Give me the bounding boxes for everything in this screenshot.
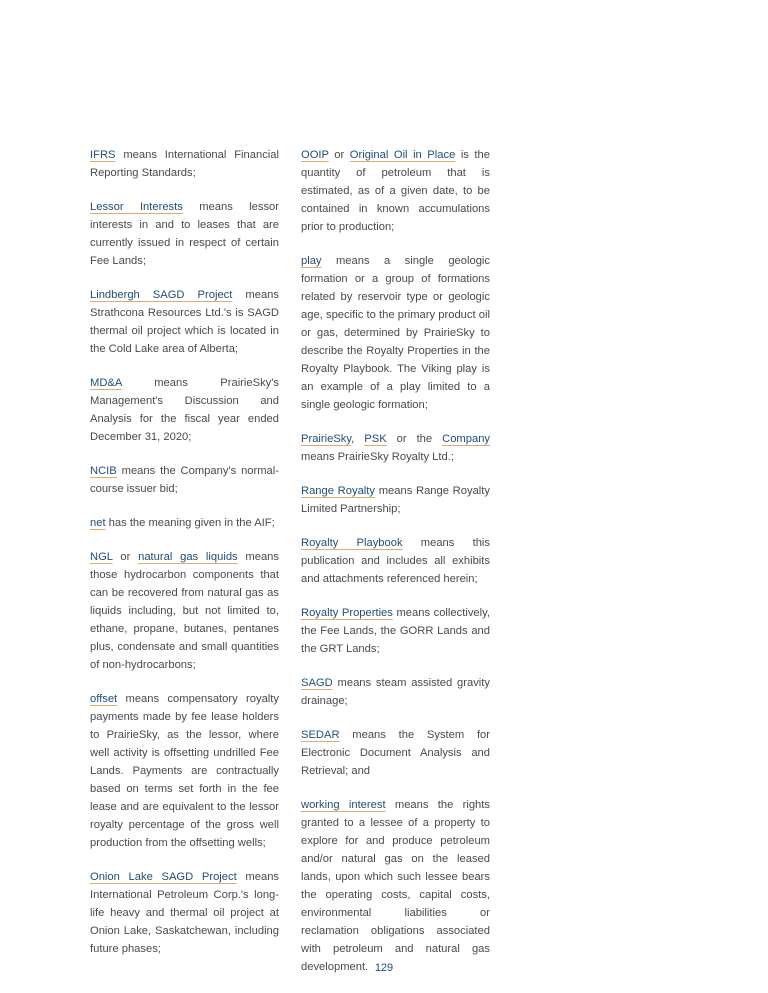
- glossary-definition: or: [112, 551, 139, 563]
- glossary-entry: [90, 868, 279, 958]
- glossary-term: PSK: [364, 433, 387, 445]
- glossary-term: natural gas liquids: [138, 551, 238, 563]
- page-number: 129: [374, 962, 394, 974]
- glossary-definition: means Strathcona Resources Ltd.'s is SAGD thermal oil project which is located in the Cold Lake area of Alberta;: [90, 289, 279, 355]
- glossary-entry: [301, 604, 490, 658]
- glossary-entry: [90, 548, 279, 674]
- glossary-definition: means the Company's normal-course issuer bid;: [90, 465, 279, 495]
- glossary-entry: [90, 514, 279, 532]
- glossary-entry: [301, 796, 490, 976]
- glossary-entry: [301, 674, 490, 710]
- glossary-term: Lindbergh SAGD Project: [90, 289, 233, 301]
- glossary-definition: means compensatory royalty payments made by fee lease holders to PrairieSky, as the lessor, where well activity is offsetting undrilled Fee Lands. Payments are contractually based on terms set forth in the fee lease and are equivalent to the lessor royalty percentage of the gross well production from the offsetting wells;: [90, 693, 279, 849]
- glossary-definition: means the rights granted to a lessee of a property to explore for and produce petroleum and/or natural gas on the leased lands, upon which such lessee bears the operating costs, capital costs, environmental liabilities or reclamation obligations associated with petroleum and natural gas development.: [301, 799, 490, 973]
- glossary-term: IFRS: [90, 149, 116, 161]
- glossary-definition: means the System for Electronic Document Analysis and Retrieval; and: [301, 729, 490, 777]
- glossary-entry: [90, 286, 279, 358]
- glossary-definition: or: [328, 149, 350, 161]
- glossary-term: Onion Lake SAGD Project: [90, 871, 237, 883]
- glossary-entry: [90, 690, 279, 852]
- glossary-definition: means Range Royalty Limited Partnership;: [301, 485, 490, 515]
- glossary-term: working interest: [301, 799, 386, 811]
- glossary-term: offset: [90, 693, 118, 705]
- glossary-definition: means International Petroleum Corp.'s long-life heavy and thermal oil project at Onion Lake, Saskatchewan, including future phases;: [90, 871, 280, 955]
- glossary-definition: means PrairieSky Royalty Ltd.;: [301, 451, 454, 463]
- glossary-entry: [90, 198, 279, 270]
- glossary-entry: [90, 462, 279, 498]
- glossary-term: Royalty Playbook: [301, 537, 403, 549]
- glossary-entry: [90, 146, 279, 182]
- glossary-entry: [301, 252, 490, 414]
- glossary-term: MD&A: [90, 377, 122, 389]
- glossary-term: NCIB: [90, 465, 117, 477]
- glossary-term: PrairieSky: [301, 433, 352, 445]
- glossary-term: Royalty Properties: [301, 607, 393, 619]
- glossary-entry: [301, 146, 490, 236]
- glossary-entry: [301, 534, 490, 588]
- glossary-term: Original Oil in Place: [349, 149, 456, 161]
- glossary-entry: [301, 482, 490, 518]
- glossary-definition: means steam assisted gravity drainage;: [301, 677, 490, 707]
- glossary-term: SEDAR: [301, 729, 340, 741]
- glossary-definition: means PrairieSky's Management's Discussion and Analysis for the fiscal year ended December 31, 2020;: [90, 377, 279, 443]
- glossary-term: NGL: [90, 551, 113, 563]
- glossary-entry: [301, 430, 490, 466]
- glossary-term: play: [301, 255, 322, 267]
- glossary-definition: means those hydrocarbon components that can be recovered from natural gas as liquids including, but not limited to, ethane, propane, butanes, pentanes plus, condensate and small quantities of non-hydrocarbons;: [90, 551, 279, 671]
- glossary-left-column: [90, 146, 279, 974]
- glossary-definition: is the quantity of petroleum that is estimated, as of a given date, to be contained in known accumulations prior to production;: [301, 149, 490, 233]
- glossary-term: SAGD: [301, 677, 333, 689]
- glossary-term: Range Royalty: [301, 485, 375, 497]
- glossary-definition: has the meaning given in the AIF;: [105, 517, 275, 529]
- glossary-definition: or the: [386, 433, 443, 445]
- glossary-term: net: [90, 517, 106, 529]
- glossary-definition: means lessor interests in and to leases that are currently issued in respect of certain Fee Lands;: [90, 201, 280, 267]
- glossary-definition: ,: [351, 433, 365, 445]
- glossary-entry: [301, 726, 490, 780]
- glossary-definition: means International Financial Reporting Standards;: [90, 149, 279, 179]
- glossary-entry: [90, 374, 279, 446]
- glossary-definition: means a single geologic formation or a group of formations related by reservoir type or geologic age, specific to the primary product oil or gas, determined by PrairieSky to describe the Royalty Properties in the Royalty Playbook. The Viking play is an example of a play limited to a single geologic formation;: [301, 255, 490, 411]
- glossary-right-column: [301, 146, 490, 992]
- glossary-term: OOIP: [301, 149, 329, 161]
- glossary-definition: means collectively, the Fee Lands, the GORR Lands and the GRT Lands;: [301, 607, 490, 655]
- glossary-term: Lessor Interests: [90, 201, 183, 213]
- glossary-term: Company: [442, 433, 491, 445]
- glossary-definition: means this publication and includes all exhibits and attachments referenced herein;: [301, 537, 490, 585]
